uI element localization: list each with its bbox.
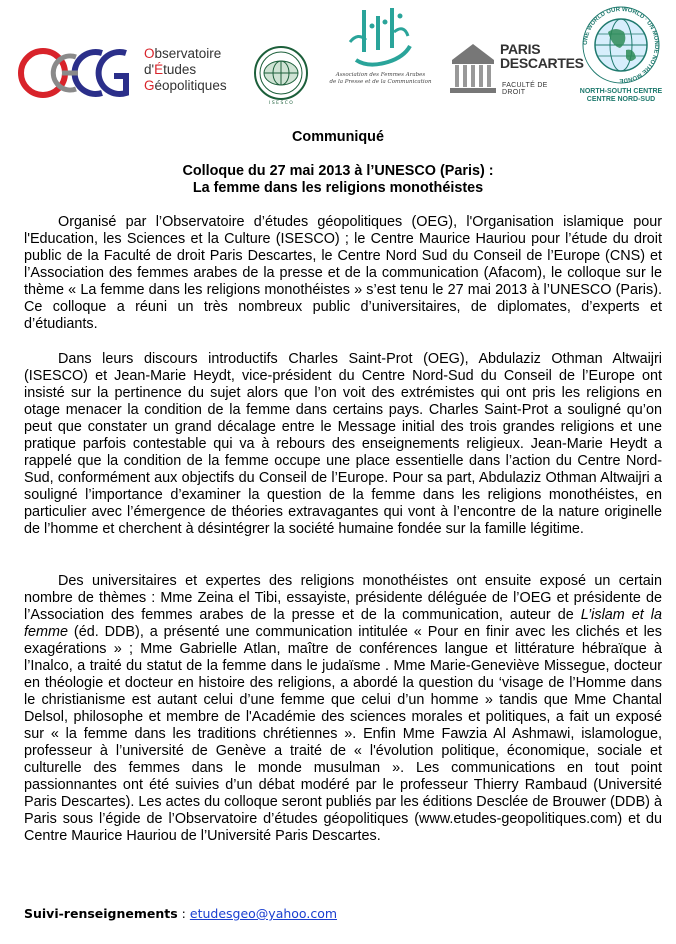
- document-title-line-2: La femme dans les religions monothéistes: [192, 180, 484, 196]
- oeg-wordmark: [144, 46, 227, 94]
- paragraph-1: Organisé par l’Observatoire d’études géopolitiques (OEG), l'Organisation islamique pour l'Education, les Sciences et la Culture (ISESCO) ; le Centre Maurice Hauriou pour l’étude du droit public de la Faculté de droit Paris Descartes, le Centre Nord Sud du Conseil de l’Europe (CNS) et l’Association des femmes arabes de la presse et de la communication (Afacom), le colloque sur le thème « La femme dans les religions monothéistes » s’est tenu le 27 mai 2013 à l’UNESCO (Paris). Ce colloque a réuni un très nombreux public d’universitaires, de diplomates, d’experts et d’étudiants.: [24, 214, 662, 332]
- contact-label: Suivi-renseignements: [24, 906, 178, 921]
- ring-text: ONE WORLD OUR WORLD · UN MONDE NOTRE MONDE: [582, 6, 660, 84]
- oeg-line-1: Observatoire: [144, 46, 222, 61]
- logo-row: [0, 0, 676, 110]
- building-columns-icon: [448, 40, 498, 96]
- isesco-emblem-icon: [250, 44, 312, 106]
- north-south-caption: NORTH-SOUTH CENTRE CENTRE NORD-SUD: [579, 88, 663, 103]
- isesco-logo: [250, 44, 312, 106]
- descartes-faculty: FACULTÉ DE DROIT: [502, 82, 548, 96]
- oeg-line-2: d'Études: [144, 62, 197, 77]
- contact-footer: Suivi-renseignements : etudesgeo@yahoo.com: [24, 906, 338, 921]
- descartes-wordmark: PARIS DESCARTES: [500, 41, 584, 71]
- contact-email-link[interactable]: etudesgeo@yahoo.com: [189, 906, 338, 921]
- paragraph-3: Des universitaires et expertes des religions monothéistes ont ensuite exposé un certain nombre de thèmes : Mme Zeina el Tibi, essayiste, présidente déléguée de l’OEG et présidente de l’Association des femmes arabes de la presse et de la communication, auteur de L’islam et la femme (éd. DDB), a présenté une communication intitulée « Pour en finir avec les clichés et les exagérations » ; Mme Gabrielle Atlan, maître de conférences langue et littérature hébraïque à l’Inalco, a traité du statut de la femme dans le judaïsme . Mme Marie-Geneviève Missegue, docteur en théologie et docteur en histoire des religions, a abordé la question du ‘visage de l’Homme dans le christianisme est autant celui d’une femme que celui d’un homme » tandis que Mme Chantal Delsol, philosophe et membre de l'Académie des sciences morales et politiques, a fait un exposé sur « la femme dans les traditions chrétiennes ». Enfin Mme Fawzia Al Ashmawi, islamologue, professeur à l’université de Genève a traité de « l'évolution politique, économique, sociale et culturelle des femmes dans le monde musulman ». Les communications en tout point passionnantes ont été suivies d’un débat modéré par le professeur Thierry Rambaud (Université Paris Descartes). Les actes du colloque seront publiés par les éditions Desclée de Brouwer (DDB) à Paris sous l’égide de l’Observatoire d’études géopolitiques (www.etudes-geopolitiques.com) et du Centre Maurice Hauriou de l’Université Paris Descartes.: [24, 573, 663, 844]
- afacom-caption: Association des Femmes Arabes de la Presse et de la Communication: [329, 72, 432, 85]
- paris-descartes-logo: [448, 38, 584, 98]
- document-title-line-1: Colloque du 27 mai 2013 à l’UNESCO (Paris) :: [182, 163, 494, 179]
- paragraph-2: Dans leurs discours introductifs Charles Saint-Prot (OEG), Abdulaziz Othman Altwaijri (ISESCO) et Jean-Marie Heydt, vice-président du Centre Nord-Sud du Conseil de l’Europe ont insisté sur la pertinence du sujet alors que l’on voit des extrémistes qui ont pris les religions en otage menacer la condition de la femme dans certains pays. Charles Saint-Prot a souligné qu’on peut que constater un grand décalage entre le Message initial des trois grandes religions et une pratique parfois contestable qui va à rebours des enseignements religieux. Jean-Marie Heydt a rappelé que la condition de la femme occupe une place essentielle dans l’action du Centre Nord-Sud, conformément aux objectifs du Conseil de l’Europe. Pour sa part, Abdulaziz Othman Altwaijri a souligné l’importance d’examiner la question de la femme dans les religions monothéistes, en particulier avec l’émergence de théories extravagantes qui vont à l’encontre de la nature originelle de l’homme et cherchent à désintégrer la société humaine fondée sur la famille légitime.: [24, 351, 662, 537]
- north-south-centre-logo: [578, 2, 664, 106]
- oeg-logo: [16, 42, 246, 104]
- afacom-logo: [328, 2, 433, 102]
- globe-icon: [578, 2, 664, 88]
- book-title: L’islam et la femme: [24, 607, 663, 640]
- isesco-caption: I S E S C O: [269, 101, 293, 106]
- oeg-mark-icon: [16, 44, 140, 102]
- communique-heading: Communiqué: [292, 129, 384, 145]
- oeg-line-3: Géopolitiques: [144, 78, 227, 93]
- afacom-calligraphy-icon: [328, 2, 433, 70]
